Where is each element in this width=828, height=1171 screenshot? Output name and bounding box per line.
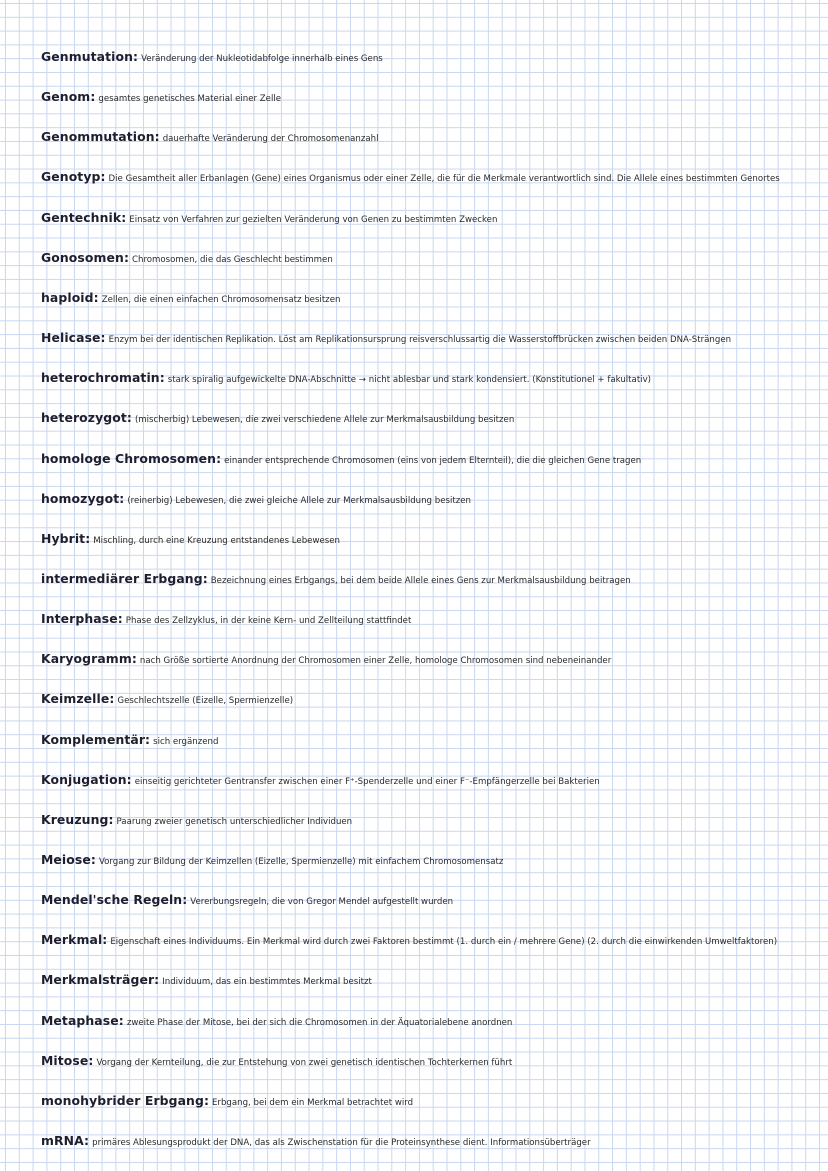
glossary-definition: Chromosomen, die das Geschlecht bestimmen bbox=[132, 254, 333, 265]
glossary-definition: nach Größe sortierte Anordnung der Chromosomen einer Zelle, homologe Chromosomen sind nebeneinander bbox=[139, 656, 612, 667]
glossary-entry bbox=[41, 649, 816, 670]
glossary-entry bbox=[41, 208, 816, 229]
glossary-entry bbox=[41, 689, 816, 710]
glossary-definition: Die Gesamtheit aller Erbanlagen (Gene) eines Organismus oder einer Zelle, die für die Merkmale verantwortlich sind. Die Allele eines bestimmten Genortes bbox=[108, 174, 780, 185]
glossary-definition: sich ergänzend bbox=[153, 736, 219, 747]
glossary-term: Metaphase: bbox=[41, 1012, 124, 1028]
glossary-term: mRNA: bbox=[41, 1133, 90, 1149]
glossary-entry bbox=[41, 368, 816, 389]
glossary-definition: primäres Ablesungsprodukt der DNA, das als Zwischenstation für die Proteinsynthese dient. Informationsüberträger bbox=[92, 1138, 591, 1149]
glossary-term: Konjugation: bbox=[41, 771, 132, 787]
glossary-term: intermediärer Erbgang: bbox=[41, 570, 208, 586]
glossary-entry bbox=[41, 609, 816, 630]
glossary-term: Genmutation: bbox=[41, 49, 139, 64]
glossary-term: Gonosomen: bbox=[41, 249, 129, 265]
glossary-definition: Enzym bei der identischen Replikation. Löst am Replikationsursprung reisverschlussartig die Wasserstoffbrücken zwischen beiden DNA-Strängen bbox=[108, 335, 732, 346]
glossary-definition: Zellen, die einen einfachen Chromosomensatz besitzen bbox=[101, 294, 341, 305]
glossary-definition: Paarung zweier genetisch unterschiedlicher Individuen bbox=[116, 816, 353, 827]
glossary-term: heterozygot: bbox=[41, 410, 132, 426]
glossary-entry bbox=[41, 489, 816, 510]
glossary-entry bbox=[41, 288, 816, 309]
glossary-entry bbox=[41, 167, 816, 188]
glossary-term: Genotyp: bbox=[41, 169, 106, 185]
glossary-entry bbox=[41, 850, 816, 871]
glossary-definition: zweite Phase der Mitose, bei der sich die Chromosomen in der Äquatorialebene anordnen bbox=[126, 1017, 513, 1028]
glossary-entry bbox=[41, 408, 816, 429]
glossary-term: Karyogramm: bbox=[41, 651, 137, 667]
glossary-entry bbox=[41, 1051, 816, 1072]
glossary-definition: Phase des Zellzyklus, in der keine Kern- und Zellteilung stattfindet bbox=[125, 616, 412, 627]
glossary-definition: gesamtes genetisches Material einer Zelle bbox=[98, 94, 282, 105]
glossary-entry bbox=[41, 770, 816, 791]
glossary-entry bbox=[41, 529, 816, 550]
glossary-term: Merkmal: bbox=[41, 932, 108, 948]
glossary-term: Hybrit: bbox=[41, 530, 91, 546]
glossary-definition: Bezeichnung eines Erbgangs, bei dem beide Allele eines Gens zur Merkmalsausbildung beitragen bbox=[210, 575, 631, 586]
glossary-definition: (reinerbig) Lebewesen, die zwei gleiche Allele zur Merkmalsausbildung besitzen bbox=[127, 495, 471, 506]
glossary-definition: Vorgang zur Bildung der Keimzellen (Eizelle, Spermienzelle) mit einfachem Chromosomensatz bbox=[98, 857, 504, 867]
glossary-entry bbox=[41, 569, 816, 590]
glossary-entry bbox=[41, 730, 816, 751]
glossary-term: Interphase: bbox=[41, 611, 123, 627]
glossary-definition: (mischerbig) Lebewesen, die zwei verschiedene Allele zur Merkmalsausbildung besitzen bbox=[134, 415, 515, 426]
glossary-definition: Vererbungsregeln, die von Gregor Mendel aufgestellt wurden bbox=[190, 897, 454, 908]
glossary-term: Meiose: bbox=[41, 852, 96, 867]
glossary-term: haploid: bbox=[41, 289, 99, 305]
glossary-term: Kreuzung: bbox=[41, 811, 114, 827]
glossary-term: Mitose: bbox=[41, 1052, 94, 1068]
glossary-definition: einander entsprechende Chromosomen (eins von jedem Elternteil), die die gleichen Gene tragen bbox=[224, 455, 642, 466]
glossary-term: Helicase: bbox=[41, 330, 106, 346]
glossary-entry bbox=[41, 1131, 816, 1152]
glossary-term: Komplementär: bbox=[41, 731, 151, 747]
glossary-term: Mendel'sche Regeln: bbox=[41, 892, 188, 908]
glossary-entry bbox=[41, 248, 816, 269]
glossary-entry bbox=[41, 1011, 816, 1032]
glossary-term: monohybrider Erbgang: bbox=[41, 1092, 209, 1108]
glossary-definition: Eigenschaft eines Individuums. Ein Merkmal wird durch zwei Faktoren bestimmt (1. durch ein / mehrere Gene) (2. durch die einwirkenden Umweltfaktoren) bbox=[110, 937, 778, 948]
glossary-entry bbox=[41, 930, 816, 951]
glossary-entry bbox=[41, 1091, 816, 1112]
glossary-entry bbox=[41, 970, 816, 991]
glossary-entry bbox=[41, 810, 816, 831]
glossary-definition: Individuum, das ein bestimmtes Merkmal besitzt bbox=[162, 977, 372, 988]
glossary-entry bbox=[41, 127, 816, 148]
glossary-definition: Mischling, durch eine Kreuzung entstandenes Lebewesen bbox=[93, 535, 340, 546]
glossary-definition: Erbgang, bei dem ein Merkmal betrachtet wird bbox=[212, 1097, 414, 1108]
glossary-entry bbox=[41, 47, 816, 68]
glossary-definition: Einsatz von Verfahren zur gezielten Veränderung von Genen zu bestimmten Zwecken bbox=[129, 214, 498, 225]
glossary-term: homozygot: bbox=[41, 490, 125, 506]
glossary-term: Genom: bbox=[41, 89, 96, 105]
glossary-definition: einseitig gerichteter Gentransfer zwischen einer F⁺-Spenderzelle und einer F⁻-Empfängerzelle bei Bakterien bbox=[134, 776, 600, 787]
glossary-definition: Geschlechtszelle (Eizelle, Spermienzelle) bbox=[117, 696, 294, 707]
glossary-entry bbox=[41, 890, 816, 911]
glossary-definition: Vorgang der Kernteilung, die zur Entstehung von zwei genetisch identischen Tochterkernen führt bbox=[96, 1057, 513, 1068]
glossary-term: heterochromatin: bbox=[41, 370, 165, 386]
glossary-term: Merkmalsträger: bbox=[41, 972, 160, 988]
glossary-term: homologe Chromosomen: bbox=[41, 450, 222, 466]
glossary-term: Genommutation: bbox=[41, 129, 160, 145]
glossary-definition: dauerhafte Veränderung der Chromosomenanzahl bbox=[162, 134, 379, 145]
glossary-entry bbox=[41, 87, 816, 108]
glossary-term: Keimzelle: bbox=[41, 691, 115, 707]
glossary-entry bbox=[41, 328, 816, 349]
glossary-definition: stark spiralig aufgewickelte DNA-Abschnitte → nicht ablesbar und stark kondensiert. (Konstitutionel + fakultativ) bbox=[167, 375, 652, 386]
glossary-term: Gentechnik: bbox=[41, 209, 127, 225]
glossary-definition: Veränderung der Nukleotidabfolge innerhalb eines Gens bbox=[141, 54, 383, 64]
glossary-entry bbox=[41, 449, 816, 470]
